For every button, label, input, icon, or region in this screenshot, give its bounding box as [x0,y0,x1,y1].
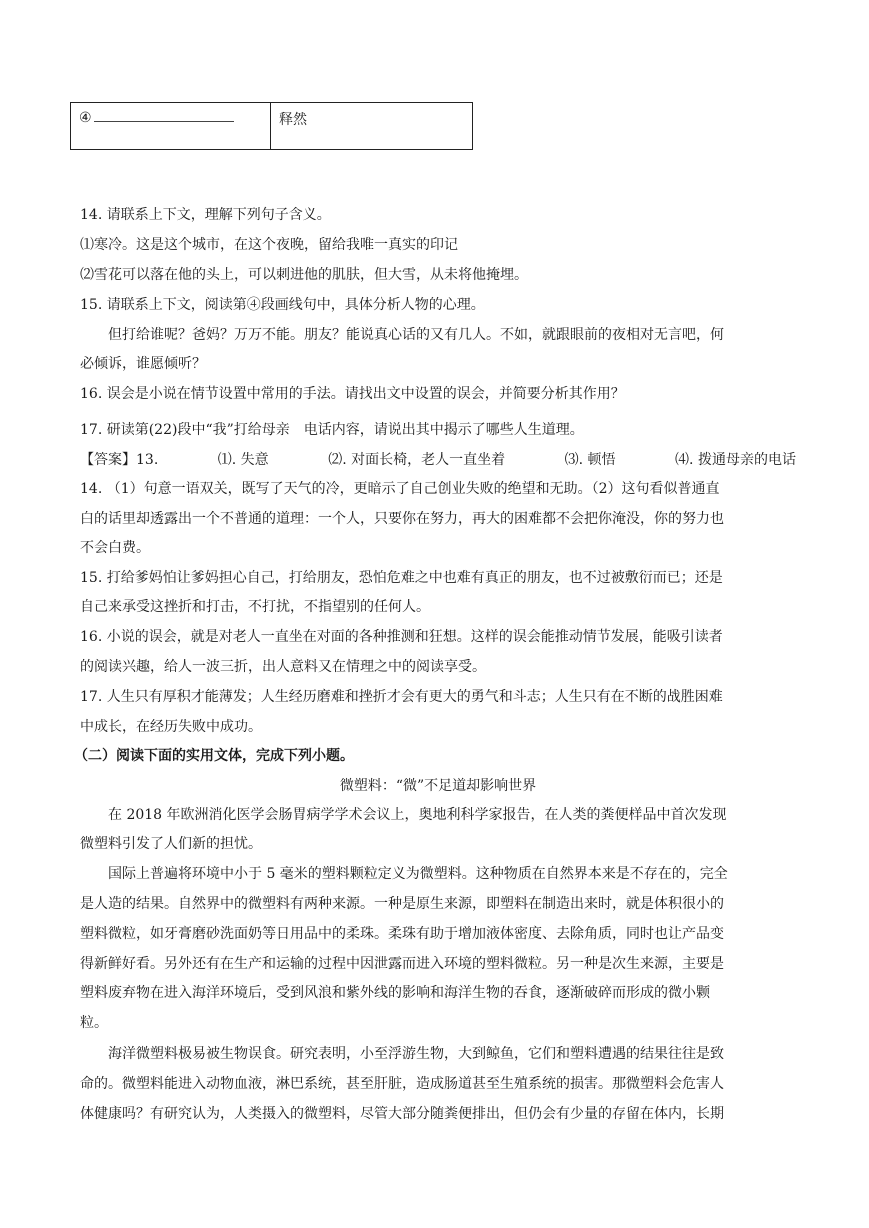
question-16: 16. 误会是小说在情节设置中常用的手法。请找出文中设置的误会，并简要分析其作用？ [80,386,625,402]
question-14: 14. 请联系上下文，理解下列句子含义。 [80,207,331,223]
table-row [71,103,473,150]
article-paragraph-line: 塑料微粒，如牙膏磨砂洗面奶等日用品中的柔珠。柔珠有助于增加液体密度、去除角质，同时也让产品变 [80,926,724,942]
question-15-quote: 但打给谁呢？爸妈？万万不能。朋友？能说真心话的又有几人。不如，就跟眼前的夜相对无言吧，何 [108,327,724,343]
question-17: 17. 研读第(22)段中“我”打给母亲 电话内容，请说出其中揭示了哪些人生道理。 [80,422,584,438]
section-heading: （二）阅读下面的实用文体，完成下列小题。 [74,748,354,764]
fill-blank-line [94,109,234,122]
answer-table [70,102,473,150]
article-title: 微塑料：“微”不足道却影响世界 [339,778,537,794]
answer-14-line: 14. （1）句意一语双关，既写了天气的冷，更暗示了自己创业失败的绝望和无助。（2）这句看似普通直 [80,481,720,497]
article-paragraph-line: 海洋微塑料极易被生物误食。研究表明，小至浮游生物，大到鲸鱼，它们和塑料遭遇的结果往往是致 [108,1046,724,1062]
article-paragraph-line: 命的。微塑料能进入动物血液，淋巴系统，甚至肝脏，造成肠道甚至生殖系统的损害。那微塑料会危害人 [80,1076,724,1092]
answer-13-part-4: ⑷. 拨通母亲的电话 [675,452,796,468]
article-paragraph-line: 粒。 [80,1015,108,1031]
article-paragraph-line: 在 2018 年欧洲消化医学会肠胃病学学术会议上，奥地利科学家报告，在人类的粪便样品中首次发现 [108,807,727,823]
answer-13-row [80,450,796,470]
answer-17-line: 中成长，在经历失败中成功。 [80,719,262,735]
answer-15-line: 自己来承受这挫折和打击，不打扰，不指望别的任何人。 [80,599,430,615]
answer-label: 【答案】13. [80,452,159,468]
circled-number: ④ [79,110,92,126]
answer-14-line: 白的话里却透露出一个不普通的道理：一个人，只要你在努力，再大的困难都不会把你淹没，你的努力也 [80,511,724,527]
answer-13-part-1: ⑴. 失意 [217,452,269,468]
question-15-quote-cont: 必倾诉，谁愿倾听？ [80,356,206,372]
table-cell-blank [71,103,271,150]
question-15: 15. 请联系上下文，阅读第④段画线句中，具体分析人物的心理。 [80,297,485,313]
article-paragraph-line: 国际上普遍将环境中小于 5 毫米的塑料颗粒定义为微塑料。这种物质在自然界本来是不存在的，完全 [108,866,728,882]
answer-16-line: 16. 小说的误会，就是对老人一直坐在对面的各种推测和狂想。这样的误会能推动情节发展，能吸引读者 [80,629,723,645]
article-paragraph-line: 体健康吗？有研究认为，人类摄入的微塑料，尽管大部分随粪便排出，但仍会有少量的存留在体内，长期 [80,1106,724,1122]
article-paragraph-line: 塑料废弃物在进入海洋环境后，受到风浪和紫外线的影响和海洋生物的吞食，逐渐破碎而形成的微小颗 [80,985,710,1001]
answer-15-line: 15. 打给爹妈怕让爹妈担心自己，打给朋友，恐怕危难之中也难有真正的朋友，也不过被敷衍而已；还是 [80,570,723,586]
answer-13-part-3: ⑶. 顿悟 [564,452,616,468]
question-14-item-2: ⑵雪花可以落在他的头上，可以刺进他的肌肤，但大雪，从未将他掩埋。 [80,267,528,283]
article-paragraph-line: 是人造的结果。自然界中的微塑料有两种来源。一种是原生来源，即塑料在制造出来时，就是体积很小的 [80,896,724,912]
question-14-item-1: ⑴寒冷。这是这个城市，在这个夜晚，留给我唯一真实的印记 [80,237,458,253]
answer-14-line: 不会白费。 [80,540,150,556]
answer-16-line: 的阅读兴趣，给人一波三折，出人意料又在情理之中的阅读享受。 [80,659,486,675]
answer-13-part-2: ⑵. 对面长椅，老人一直坐着 [328,452,506,468]
article-paragraph-line: 微塑料引发了人们新的担忧。 [80,836,262,852]
answer-17-line: 17. 人生只有厚积才能薄发；人生经历磨难和挫折才会有更大的勇气和斗志；人生只有在不断的战胜困难 [80,689,723,705]
article-paragraph-line: 得新鲜好看。另外还有在生产和运输的过程中因泄露而进入环境的塑料微粒。另一种是次生来源，主要是 [80,956,724,972]
table-cell-value: 释然 [271,103,473,150]
